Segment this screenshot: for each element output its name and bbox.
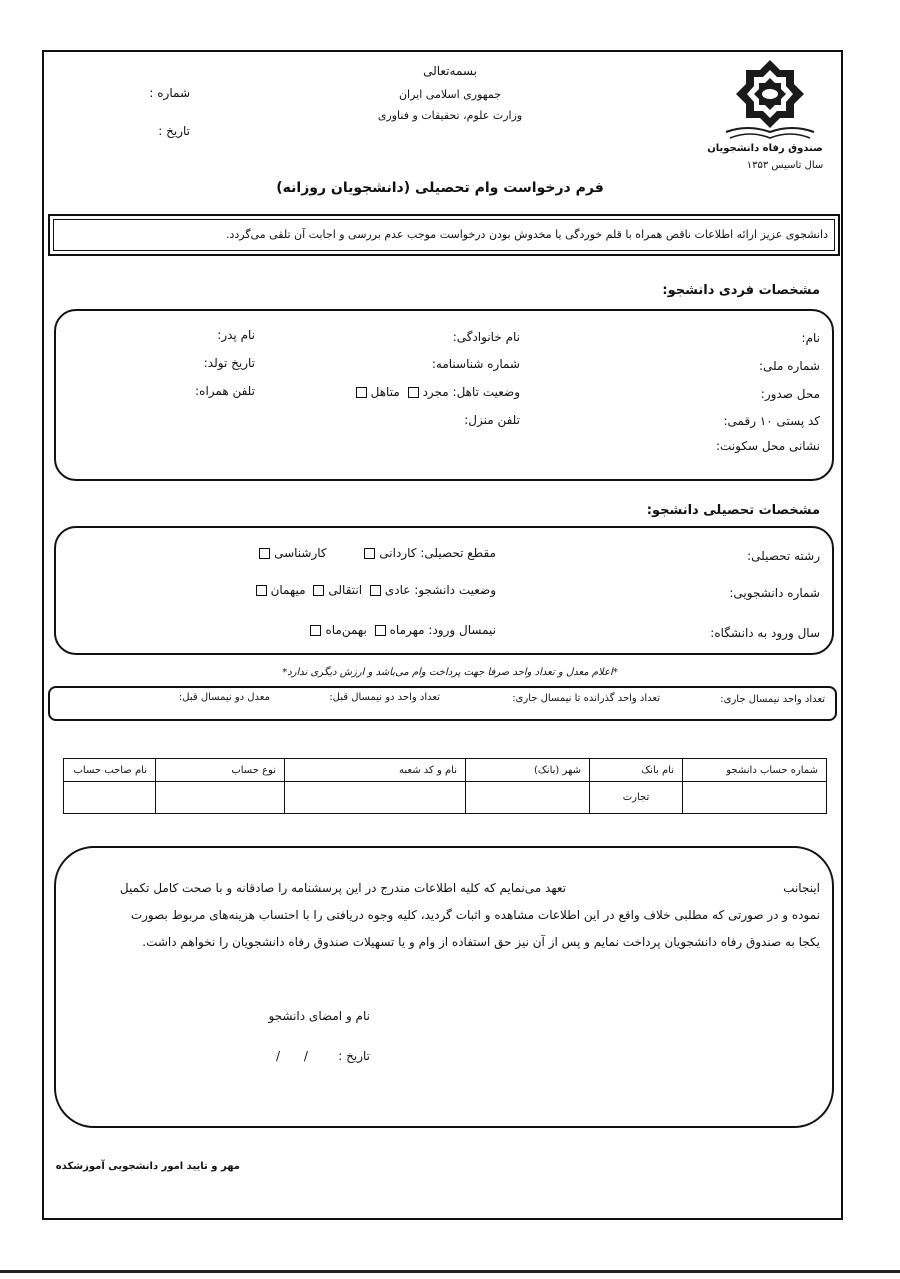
bachelor-option-label: کارشناسی <box>274 546 327 560</box>
account-type-cell[interactable] <box>156 782 285 814</box>
marital-status-group <box>300 385 520 399</box>
associate-checkbox[interactable] <box>364 548 375 559</box>
entry-semester-label: نیمسال ورود: <box>428 623 496 637</box>
student-number-field[interactable]: شماره دانشجویی: <box>729 586 820 600</box>
single-checkbox[interactable] <box>408 387 419 398</box>
single-option-label: مجرد <box>422 385 449 399</box>
branch-cell[interactable] <box>285 782 466 814</box>
commitment-start: اینجانب <box>783 881 820 895</box>
commitment-line-2: نموده و در صورتی که مطلبی خلاف واقع در این اطلاعات مشاهده و اثبات گردید، کلیه وجوه دریافتی را با احتساب هزینه‌های مربوط بصورت <box>130 908 820 922</box>
current-units-field[interactable]: تعداد واحد نیمسال جاری: <box>720 694 825 705</box>
name-field[interactable]: نام: <box>801 331 820 345</box>
last-two-gpa-field[interactable]: معدل دو نیمسال قبل: <box>178 692 270 703</box>
guest-checkbox[interactable] <box>256 585 267 596</box>
number-label: شماره : <box>149 86 190 100</box>
national-id-field[interactable]: شماره ملی: <box>759 359 820 373</box>
signature-label[interactable]: نام و امضای دانشجو <box>268 1009 370 1023</box>
student-status-group <box>180 583 496 597</box>
entry-year-field[interactable]: سال ورود به دانشگاه: <box>710 626 820 640</box>
country-name: جمهوری اسلامی ایران <box>398 88 502 101</box>
organization-name: صندوق رفاه دانشجویان <box>707 143 823 154</box>
commitment-date-slashes[interactable]: / / <box>276 1049 308 1063</box>
stamp-label: مهر و تایید امور دانشجویی آموزشکده <box>55 1161 240 1172</box>
bismillah: بسمه‌تعالی <box>423 64 477 78</box>
transfer-checkbox[interactable] <box>313 585 324 596</box>
bottom-divider <box>0 1270 900 1273</box>
education-level-group <box>200 546 496 560</box>
organization-logo <box>718 58 822 148</box>
account-holder-header: نام صاحب حساب <box>64 759 156 782</box>
guest-option-label: میهمان <box>270 583 306 597</box>
credits-note: *اعلام معدل و تعداد واحد صرفا جهت پرداخت وام می‌باشد و ارزش دیگری ندارد* <box>282 667 618 678</box>
issue-place-field[interactable]: محل صدور: <box>760 387 820 401</box>
account-holder-cell[interactable] <box>64 782 156 814</box>
account-number-cell[interactable] <box>683 782 827 814</box>
bachelor-checkbox[interactable] <box>259 548 270 559</box>
marital-status-label: وضعیت تاهل: <box>452 385 520 399</box>
home-phone-field[interactable]: تلفن منزل: <box>464 413 520 427</box>
family-name-field[interactable]: نام خانوادگی: <box>452 330 520 344</box>
field-of-study-field[interactable]: رشته تحصیلی: <box>747 549 820 563</box>
married-option-label: متاهل <box>370 385 400 399</box>
entry-semester-group <box>240 623 496 637</box>
commitment-date-label: تاریخ : <box>338 1049 370 1063</box>
regular-checkbox[interactable] <box>370 585 381 596</box>
address-field[interactable]: نشانی محل سکونت: <box>716 439 820 453</box>
date-label: تاریخ : <box>158 124 190 138</box>
married-checkbox[interactable] <box>356 387 367 398</box>
bank-city-header: شهر (بانک) <box>466 759 590 782</box>
ministry-name: وزارت علوم، تحقیقات و فناوری <box>377 109 523 122</box>
mehr-option-label: مهرماه <box>389 623 425 637</box>
bank-name-header: نام بانک <box>590 759 683 782</box>
education-info-heading: مشخصات تحصیلی دانشجو: <box>646 503 820 518</box>
form-title: فرم درخواست وام تحصیلی (دانشجویان روزانه) <box>276 180 604 196</box>
bank-name-cell[interactable]: تجارت <box>590 782 683 814</box>
regular-option-label: عادی <box>384 583 411 597</box>
birth-date-field[interactable]: تاریخ تولد: <box>203 356 255 370</box>
mobile-field[interactable]: تلفن همراه: <box>195 384 255 398</box>
notice-text: دانشجوی عزیز ارائه اطلاعات ناقص همراه با قلم خوردگی یا مخدوش بودن درخواست موجب عدم بررسی و اجابت آن تلقی می‌گردد. <box>225 228 828 241</box>
commitment-line-3: یکجا به صندوق رفاه دانشجویان پرداخت نمایم و پس از آن نیز حق استفاده از وام و یا تسهیلات صندوق رفاه دانشجویان را نخواهم داشت. <box>142 935 820 949</box>
personal-info-heading: مشخصات فردی دانشجو: <box>662 283 820 298</box>
education-level-label: مقطع تحصیلی: <box>420 546 496 560</box>
transfer-option-label: انتقالی <box>328 583 363 597</box>
account-type-header: نوع حساب <box>156 759 285 782</box>
established-year: سال تاسیس ۱۳۵۳ <box>746 160 824 171</box>
passed-units-field[interactable]: تعداد واحد گذرانده تا نیمسال جاری: <box>512 693 660 704</box>
father-name-field[interactable]: نام پدر: <box>217 328 255 342</box>
bank-city-cell[interactable] <box>466 782 590 814</box>
branch-header: نام و کد شعبه <box>285 759 466 782</box>
bank-table-header-row <box>64 759 827 782</box>
bahman-option-label: بهمن‌ماه <box>325 623 367 637</box>
postal-code-field[interactable]: کد پستی ۱۰ رقمی: <box>723 414 820 428</box>
bank-table-row <box>64 782 827 814</box>
bahman-checkbox[interactable] <box>310 625 321 636</box>
mehr-checkbox[interactable] <box>375 625 386 636</box>
associate-option-label: کاردانی <box>379 546 417 560</box>
account-number-header: شماره حساب دانشجو <box>683 759 827 782</box>
student-status-label: وضعیت دانشجو: <box>414 583 496 597</box>
id-number-field[interactable]: شماره شناسنامه: <box>431 357 520 371</box>
last-two-units-field[interactable]: تعداد واحد دو نیمسال قبل: <box>329 692 440 703</box>
commitment-line-1: تعهد می‌نمایم که کلیه اطلاعات مندرج در این پرسشنامه را صادقانه و با صحت کامل تکمیل <box>119 881 566 895</box>
bank-account-table <box>63 758 827 814</box>
